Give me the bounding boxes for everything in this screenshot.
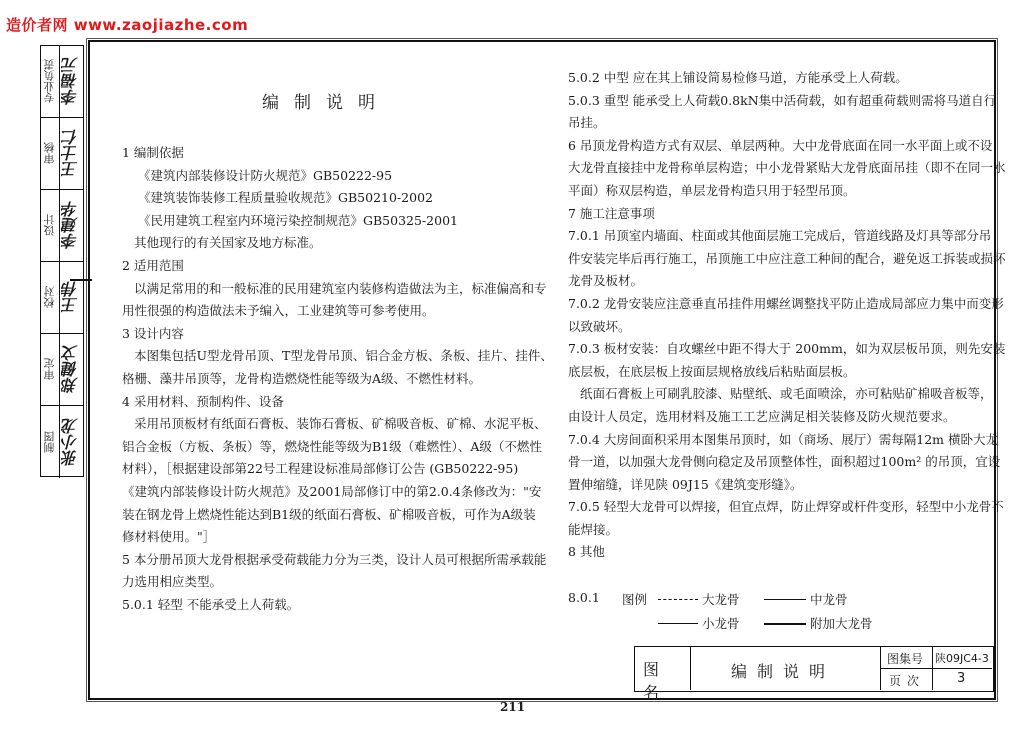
page-label: 页次 [889, 674, 926, 688]
text-line: 用性很强的构造做法未予编入，工业建筑等可参考使用。 [122, 303, 435, 319]
text-line: 5.0.2 中型 应在其上铺设简易检修马道，方能承受上人荷载。 [568, 70, 908, 85]
text-line: 1 编制依据 [122, 145, 184, 160]
text-line: 5 本分册吊顶大龙骨根据承受荷载能力分为三类，设计人员可根据所需承载能 [122, 551, 547, 567]
text-line: 材料），［根据建设部第22号工程建设标准局部修订公告 (GB50222-95) [122, 461, 519, 477]
legend-item-major: 大龙骨 [702, 592, 740, 607]
text-line: 格栅、藻井吊顶等，龙骨构造燃烧性能等级为A级、不燃性材料。 [122, 370, 482, 386]
text-line: 其他现行的有关国家及地方标准。 [134, 235, 322, 251]
atlas-number: 陕09JC4-3 [935, 652, 989, 665]
signature-name: 李建华 [61, 201, 80, 250]
atlas-number-cell [933, 647, 992, 669]
signature-cell [41, 262, 83, 334]
text-line: 力选用相应类型。 [122, 574, 223, 590]
text-line: 《建筑内部装修设计防火规范》及2001局部修订中的第2.0.4条修改为："安 [122, 483, 542, 499]
text-line: 采用吊顶板材有纸面石膏板、装饰石膏板、矿棉吸音板、矿棉、水泥平板、 [134, 416, 547, 432]
signature-cell [41, 118, 83, 190]
text-line: 5.0.3 重型 能承受上人荷载0.8kN集中活荷载，如有超重荷载则需将马道自行 [568, 92, 997, 108]
left-text-column [122, 142, 553, 616]
text-line: 件安装完毕后再行施工，吊顶施工中应注意工种间的配合，避免返工拆装或损坏 [568, 250, 1006, 266]
signature-column [40, 45, 84, 477]
page-number: 211 [500, 700, 526, 714]
text-line: 铝合金板（方板、条板）等，燃烧性能等级为B1级（难燃性）、A级（不燃性 [122, 438, 542, 454]
text-line: 7 施工注意事项 [568, 205, 655, 221]
text-line: 7.0.5 轻型大龙骨可以焊接，但宜点焊，防止焊穿或杆件变形，轻型中小龙骨不 [568, 499, 1004, 515]
signature-cell [41, 334, 83, 406]
legend-line-major [658, 599, 698, 600]
text-line: 4 采用材料、预制构件、设备 [122, 393, 284, 409]
legend-label: 图例 [622, 592, 648, 607]
text-line: 纸面石膏板上可刷乳胶漆、贴壁纸、或毛面喷涂，亦可粘贴矿棉吸音板等， [580, 386, 993, 402]
text-line: 由设计人员定，选用材料及施工工艺应满足相关装修及防火规范要求。 [568, 408, 956, 424]
text-line: 底层板，在底层板上按面层规格放线后粘贴面层板。 [568, 363, 856, 379]
atlas-label: 图集号 [887, 652, 924, 666]
atlas-label-cell [881, 647, 933, 669]
signature-role: 设计 [43, 214, 56, 237]
text-line: 以满足常用的和一般标准的民用建筑室内装修构造做法为主，标准偏高和专 [134, 280, 547, 296]
signature-name: 王士仁 [61, 129, 80, 178]
legend-line-extra [764, 623, 806, 625]
legend-item-minor: 小龙骨 [702, 616, 740, 631]
text-line: 5.0.1 轻型 不能承受上人荷载。 [122, 596, 300, 612]
page-title: 编制说明 [262, 93, 390, 113]
title-block-label-cell [635, 647, 691, 702]
text-line: 大龙骨直接挂中龙骨称单层构造；中小龙骨紧贴大龙骨底面吊挂（即不在同一水 [568, 160, 1006, 176]
watermark-text: 造价者网 www.zaojiazhe.com [6, 16, 249, 34]
legend [568, 590, 898, 636]
text-line: 修材料使用。"］ [122, 529, 216, 545]
text-line: 本图集包括U型龙骨吊顶、T型龙骨吊顶、铝合金方板、条板、挂片、挂件、 [134, 348, 553, 364]
text-line: 龙骨及板材。 [568, 273, 644, 289]
signature-role: 审定 [43, 358, 56, 381]
text-line: 平面）称双层构造，单层龙骨构造只用于轻型吊顶。 [568, 182, 856, 198]
right-text-column [568, 67, 1006, 564]
legend-line-minor [658, 623, 698, 624]
signature-role: 校对 [43, 286, 56, 309]
text-line: 装在钢龙骨上燃烧性能达到B1级的纸面石膏板、矿棉吸音板，可作为A级装 [122, 506, 536, 522]
text-line: 3 设计内容 [122, 325, 184, 341]
text-line: 2 适用范围 [122, 257, 184, 273]
legend-item-mid: 中龙骨 [810, 592, 848, 607]
text-line: 8 其他 [568, 544, 605, 560]
signature-name: 李福元 [61, 57, 80, 106]
page-label-cell [881, 669, 933, 690]
signature-name: 郑健文 [61, 345, 80, 394]
title-block [634, 646, 994, 702]
signature-name: 张小龙 [61, 418, 80, 466]
text-line: 以致破坏。 [568, 318, 631, 334]
text-line: 7.0.3 板材安装：自攻螺丝中距不得大于 200mm，如为双层板吊顶，则先安装 [568, 341, 1006, 357]
signature-cell [41, 190, 83, 262]
text-line: 能焊接。 [568, 521, 619, 537]
title-block-label: 图名 [643, 660, 668, 702]
page-value-cell [933, 669, 992, 690]
text-line: 骨一道，以加强大龙骨侧向稳定及吊顶整体性，面积超过100m² 的吊顶，宜设 [568, 454, 1001, 470]
legend-item-extra: 附加大龙骨 [810, 616, 873, 631]
signature-role: 制图 [43, 431, 56, 453]
title-block-name-cell [691, 647, 881, 690]
text-line: 7.0.1 吊顶室内墙面、柱面或其他面层施工完成后，管道线路及灯具等部分吊 [568, 228, 992, 244]
binding-tick [70, 279, 92, 281]
legend-line-mid [764, 599, 806, 600]
text-line: 吊挂。 [568, 115, 606, 131]
page-value: 3 [957, 671, 966, 686]
signature-role: 审核 [43, 142, 56, 165]
text-line: 6 吊顶龙骨构造方式有双层、单层两种。大中龙骨底面在同一水平面上或不设 [568, 137, 993, 153]
legend-head: 8.0.1 [568, 590, 600, 605]
signature-cell [41, 46, 83, 118]
text-line: 《建筑装饰装修工程质量验收规范》GB50210-2002 [138, 190, 433, 206]
title-block-name: 编制说明 [731, 662, 836, 681]
signature-role: 专业负责 [43, 59, 56, 104]
signature-cell [41, 406, 83, 478]
signature-name: 王伟 [61, 281, 80, 314]
text-line: 7.0.4 大房间面积采用本图集吊顶时，如（商场、展厅）需每隔12m 横卧大龙 [568, 431, 999, 447]
text-line: 置伸缩缝，详见陕 09J15《建筑变形缝》。 [568, 476, 803, 492]
text-line: 7.0.2 龙骨安装应注意垂直吊挂件用螺丝调整找平防止造成局部应力集中而变形 [568, 295, 1004, 311]
text-line: 《民用建筑工程室内环境污染控制规范》GB50325-2001 [138, 212, 458, 228]
text-line: 《建筑内部装修设计防火规范》GB50222-95 [138, 167, 393, 183]
